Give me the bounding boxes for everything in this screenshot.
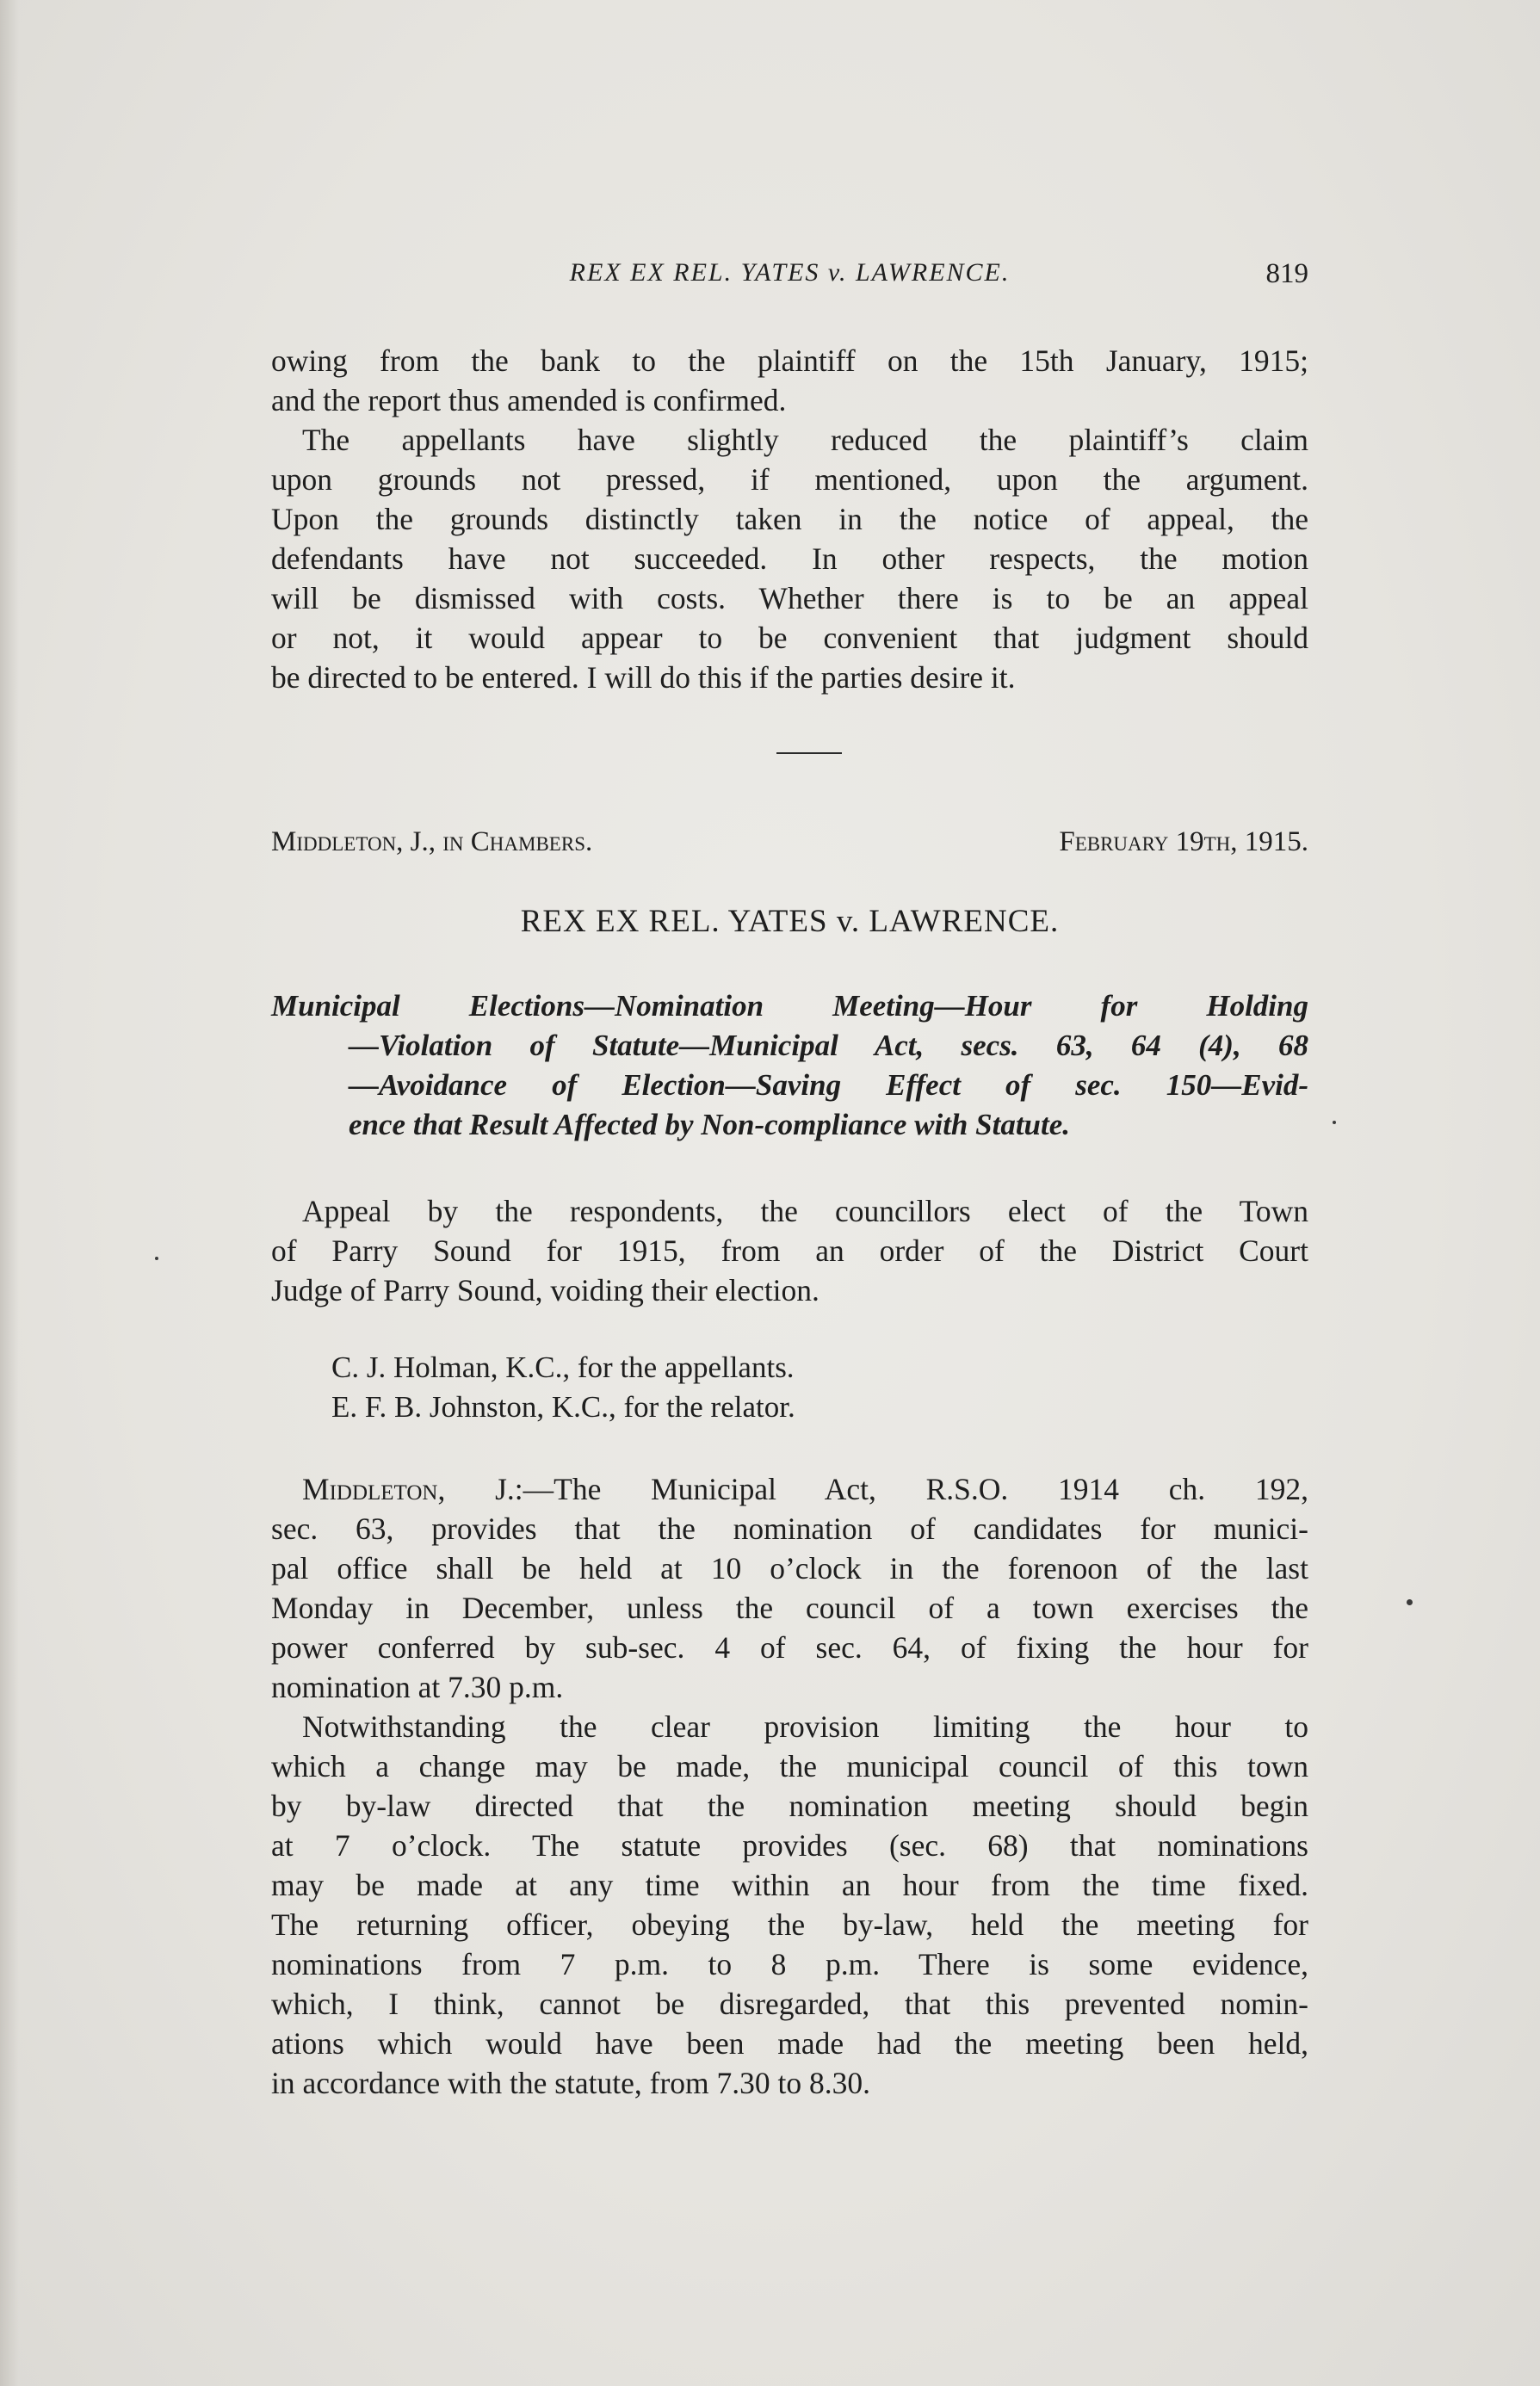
text-line: ations which would have been made had the meeting been held,: [271, 2026, 1308, 2061]
page-header: [271, 258, 1308, 300]
ink-speck: [155, 1257, 158, 1260]
court-date: February 19th, 1915.: [1059, 826, 1308, 857]
judgment-judge-name: Middleton, J.: [302, 1472, 515, 1506]
text-line: owing from the bank to the plaintiff on the 15th January, 1915;: [271, 343, 1308, 378]
running-head: REX EX REL. YATES v. LAWRENCE.: [569, 258, 1011, 287]
case-title: REX EX REL. YATES v. LAWRENCE.: [520, 904, 1060, 939]
text-line: which, I think, cannot be disregarded, that this prevented nomin-: [271, 1987, 1308, 2021]
text-line: The appellants have slightly reduced the plaintiff’s claim: [302, 423, 1308, 457]
headnote-line: —Avoidance of Election—Saving Effect of sec. 150—Evid-: [349, 1068, 1308, 1102]
headnote-line: —Violation of Statute—Municipal Act, secs. 63, 64 (4), 68: [349, 1029, 1308, 1062]
text-line: at 7 o’clock. The statute provides (sec. 68) that nominations: [271, 1828, 1308, 1863]
text-line: Appeal by the respondents, the councillors elect of the Town: [302, 1194, 1308, 1228]
judgment-text: [271, 1469, 1308, 2103]
text-line: Monday in December, unless the council of a town exercises the: [271, 1591, 1308, 1625]
text-line: pal office shall be held at 10 o’clock in the forenoon of the last: [271, 1551, 1308, 1586]
text-line: of Parry Sound for 1915, from an order of the District Court: [271, 1233, 1308, 1268]
text-line: upon grounds not pressed, if mentioned, upon the argument.: [271, 462, 1308, 497]
text-line: sec. 63, provides that the nomination of candidates for munici-: [271, 1511, 1308, 1546]
court-judge: Middleton, J., in Chambers.: [271, 826, 593, 857]
headnote: [271, 986, 1308, 1145]
text-line: in accordance with the statute, from 7.30 to 8.30.: [271, 2066, 870, 2100]
counsel-appellants: C. J. Holman, K.C., for the appellants.: [331, 1351, 795, 1384]
text-line: by by-law directed that the nomination meeting should begin: [271, 1789, 1308, 1823]
ink-speck: [1407, 1599, 1413, 1605]
text-line: power conferred by sub-sec. 4 of sec. 64, of fixing the hour for: [271, 1630, 1308, 1665]
text-line: The returning officer, obeying the by-law, held the meeting for: [271, 1907, 1308, 1942]
court-line: [271, 826, 1308, 866]
text-line: nominations from 7 p.m. to 8 p.m. There is some evidence,: [271, 1947, 1308, 1981]
text-line: may be made at any time within an hour from the time fixed.: [271, 1868, 1308, 1902]
judgment-opening: :—The Municipal Act, R.S.O. 1914 ch. 192,: [514, 1472, 1308, 1506]
headnote-line: ence that Result Affected by Non-compliance with Statute.: [349, 1108, 1071, 1141]
text-line: defendants have not succeeded. In other respects, the motion: [271, 541, 1308, 576]
text-line: be directed to be entered. I will do this if the parties desire it.: [271, 660, 1016, 695]
section-divider: [776, 752, 842, 754]
text-line: Judge of Parry Sound, voiding their election.: [271, 1273, 819, 1307]
headnote-line: Municipal Elections—Nomination Meeting—Hour for Holding: [271, 989, 1308, 1023]
page-number: 819: [1265, 258, 1308, 289]
ink-speck: [1333, 1121, 1336, 1124]
text-line: which a change may be made, the municipal council of this town: [271, 1749, 1308, 1783]
page-spine-shadow: [0, 0, 19, 2386]
counsel-relator: E. F. B. Johnston, K.C., for the relator.: [331, 1390, 795, 1424]
appeal-paragraph: [271, 1191, 1308, 1310]
text-line: Notwithstanding the clear provision limiting the hour to: [302, 1709, 1308, 1744]
continuation-text: [271, 341, 1308, 697]
text-line: will be dismissed with costs. Whether there is to be an appeal: [271, 581, 1308, 615]
text-line: nomination at 7.30 p.m.: [271, 1670, 564, 1704]
text-line: and the report thus amended is confirmed.: [271, 383, 787, 417]
text-line: [271, 1469, 1308, 1509]
text-line: Upon the grounds distinctly taken in the notice of appeal, the: [271, 502, 1308, 536]
text-line: or not, it would appear to be convenient that judgment should: [271, 621, 1308, 655]
